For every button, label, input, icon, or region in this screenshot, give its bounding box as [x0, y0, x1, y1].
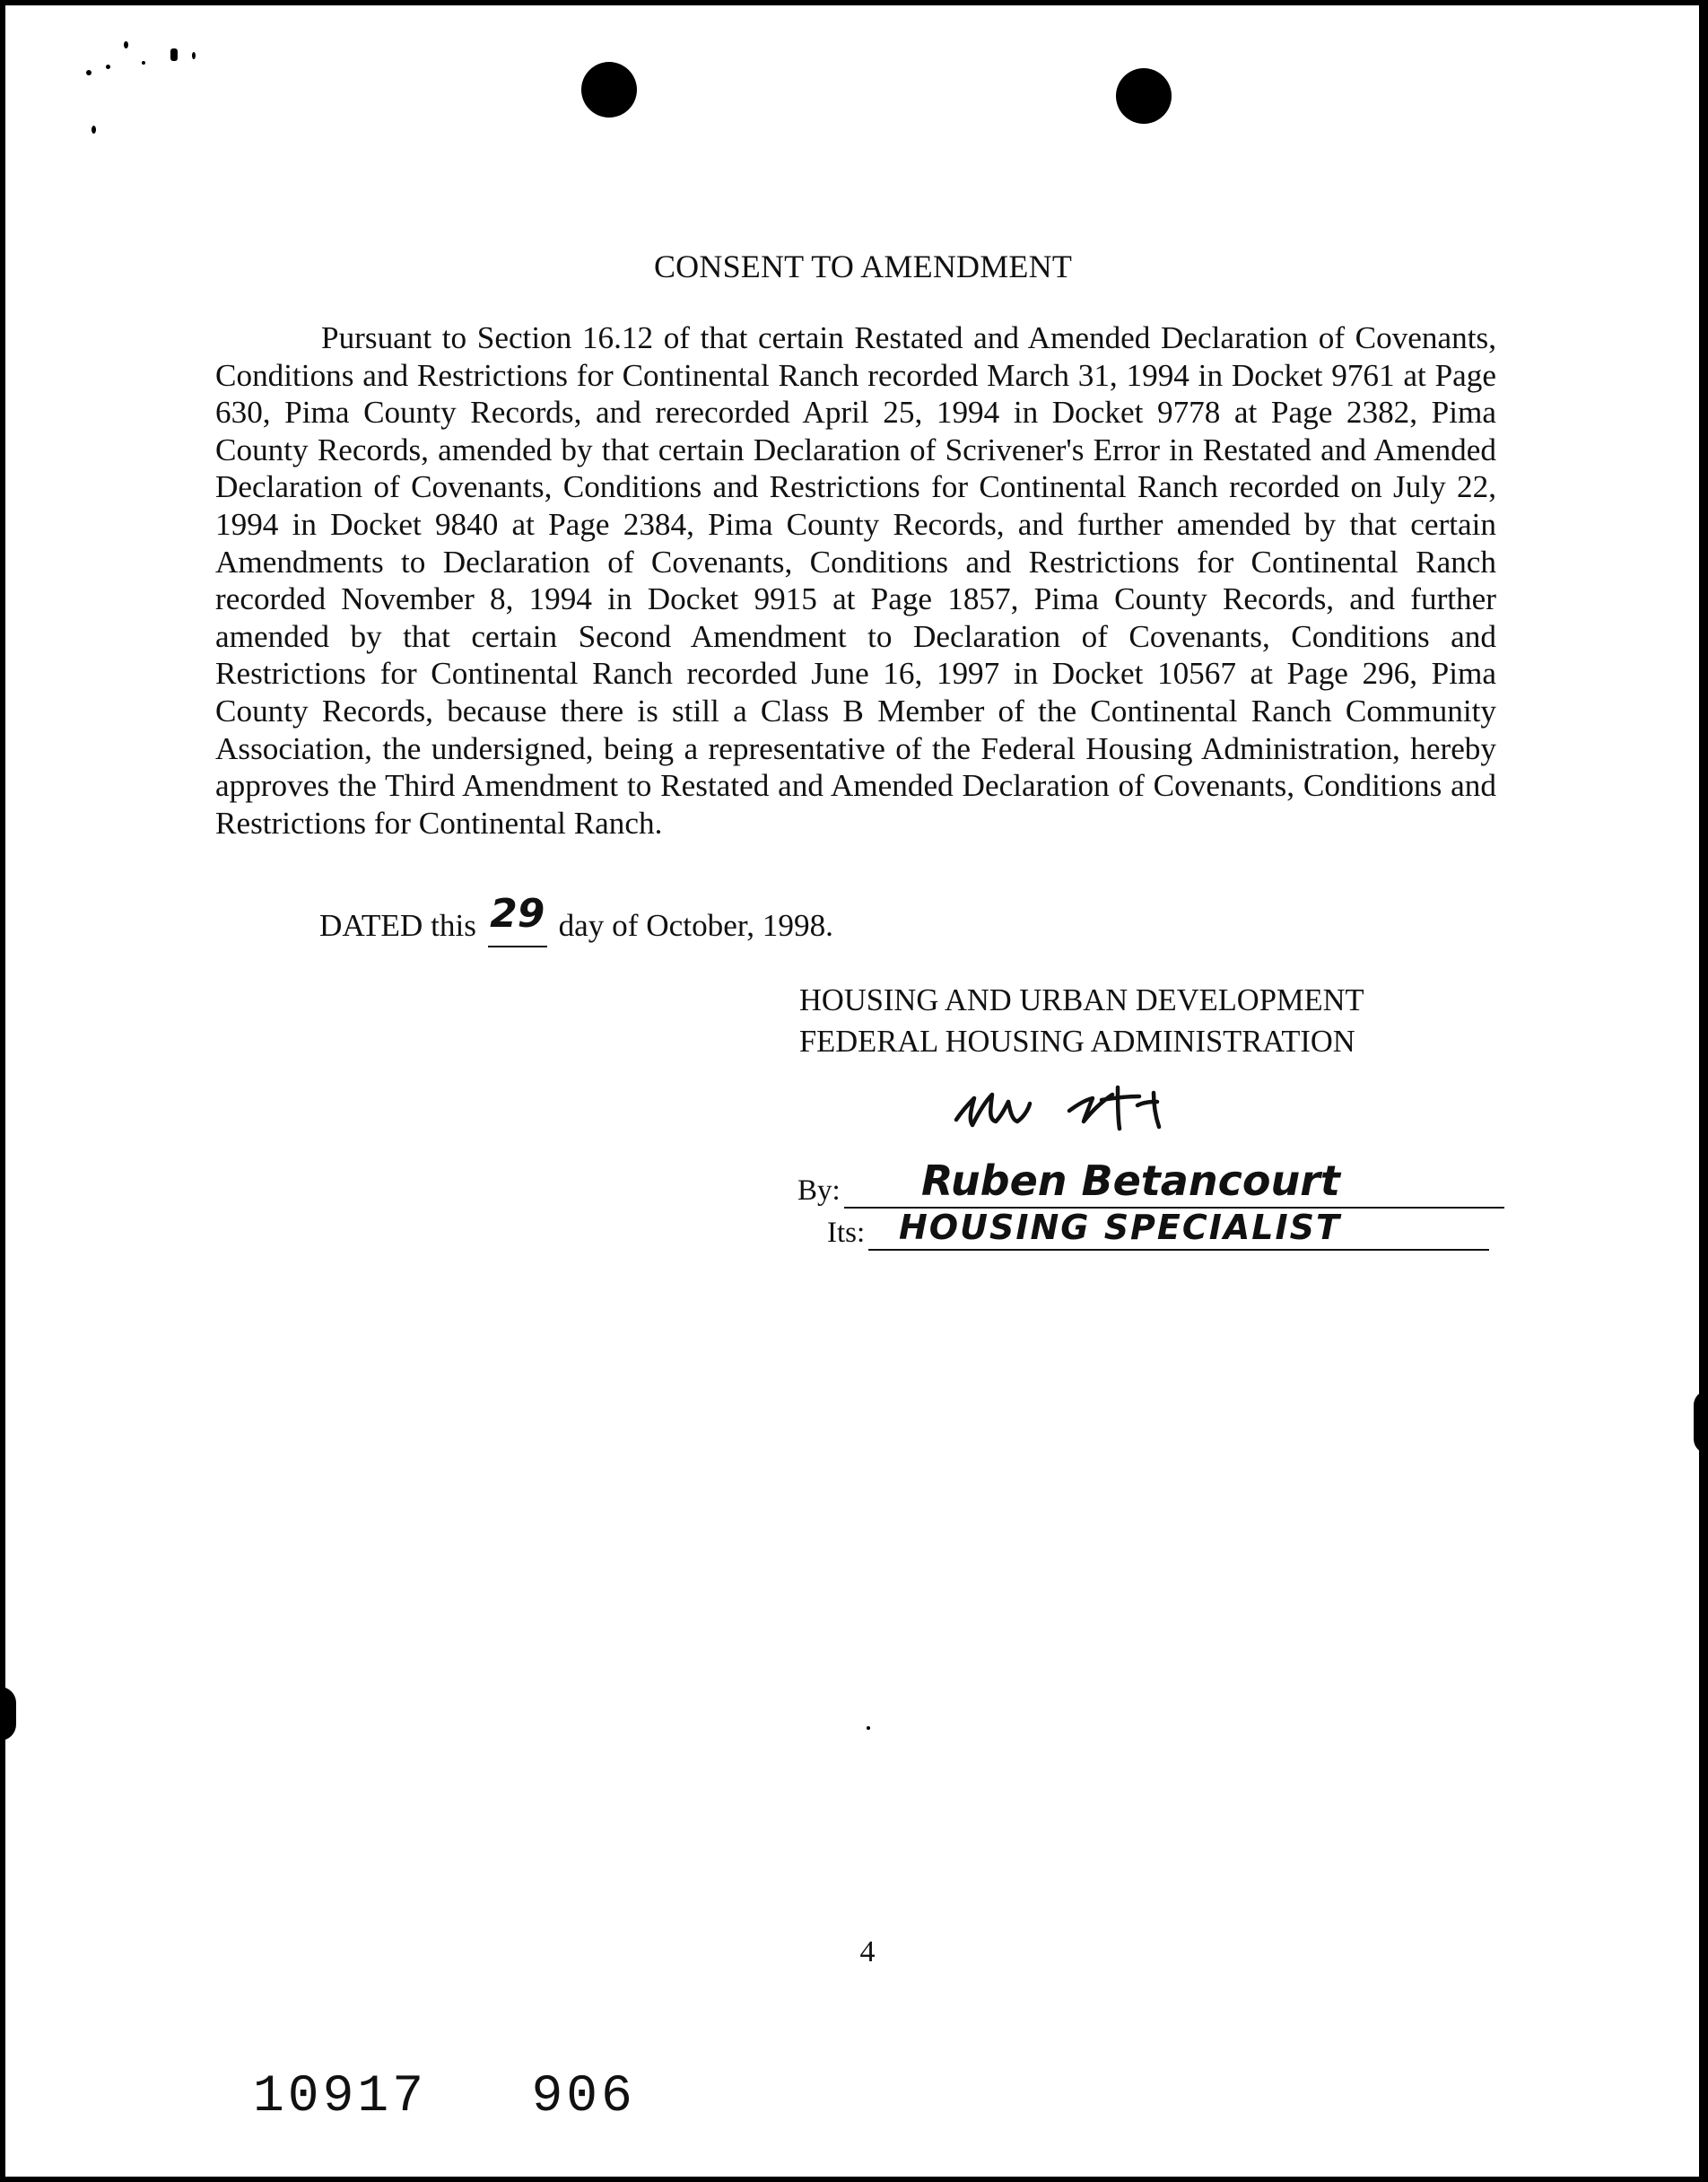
- punch-hole-left: [581, 62, 637, 118]
- dated-prefix: DATED this: [319, 908, 476, 943]
- scan-speck: [142, 61, 145, 65]
- document-title: CONSENT TO AMENDMENT: [653, 249, 1073, 284]
- scan-border-right: [1699, 0, 1708, 2182]
- scan-speck: [192, 52, 196, 59]
- scan-notch-right: [1694, 1391, 1708, 1453]
- scan-speck: [106, 65, 110, 69]
- its-signature-line: [868, 1249, 1489, 1251]
- its-row: [827, 1208, 1491, 1258]
- scan-border-bottom: [0, 2177, 1708, 2182]
- scan-speck: [86, 70, 92, 75]
- by-label: By:: [797, 1174, 841, 1207]
- consent-paragraph: Pursuant to Section 16.12 of that certain Restated and Amended Declaration of Covenants, Conditions and Restrictions for Continental Ranch recorded March 31, 1994 in Docket 9761 at Page 630, Pima County Records, and rerecorded April 25, 1994 in Docket 9778 at Page 2382, Pima County Records, amended by that certain Declaration of Scrivener's Error in Restated and Amended Declaration of Covenants, Conditions and Restrictions for Continental Ranch recorded on July 22, 1994 in Docket 9840 at Page 2384, Pima County Records, and further amended by that certain Amendments to Declaration of Covenants, Conditions and Restrictions for Continental Ranch recorded November 8, 1994 in Docket 9915 at Page 1857, Pima County Records, and further amended by that certain Second Amendment to Declaration of Covenants, Conditions and Restrictions for Continental Ranch recorded June 16, 1997 in Docket 10567 at Page 296, Pima County Records, because there is still a Class B Member of the Continental Ranch Community Association, the undersigned, being a representative of the Federal Housing Administration, hereby approves the Third Amendment to Restated and Amended Declaration of Covenants, Conditions and Restrictions for Continental Ranch.: [215, 320, 1496, 841]
- dated-suffix: day of October, 1998.: [558, 908, 833, 943]
- agency-line-1: HOUSING AND URBAN DEVELOPMENT: [799, 983, 1364, 1017]
- agency-block: [799, 980, 1364, 1062]
- page-number: 4: [859, 1935, 876, 1968]
- its-title: HOUSING SPECIALIST: [899, 1208, 1341, 1247]
- dated-line: [319, 891, 833, 947]
- dated-day-field: [488, 891, 547, 947]
- scan-speck: [867, 1726, 870, 1730]
- docket-stamp: 10917 906: [253, 2068, 636, 2126]
- scan-speck: [170, 48, 178, 61]
- its-label: Its:: [827, 1217, 866, 1249]
- scan-border-left: [0, 0, 5, 2182]
- handwritten-signature: [951, 1075, 1310, 1147]
- punch-hole-right: [1116, 68, 1172, 124]
- scan-speck: [124, 41, 128, 48]
- scan-notch-left: [0, 1687, 16, 1741]
- agency-line-2: FEDERAL HOUSING ADMINISTRATION: [799, 1025, 1355, 1059]
- scan-border-top: [0, 0, 1708, 5]
- dated-day-value: 29: [490, 891, 545, 937]
- by-signature: Ruben Betancourt: [921, 1156, 1340, 1205]
- scan-speck: [92, 126, 96, 134]
